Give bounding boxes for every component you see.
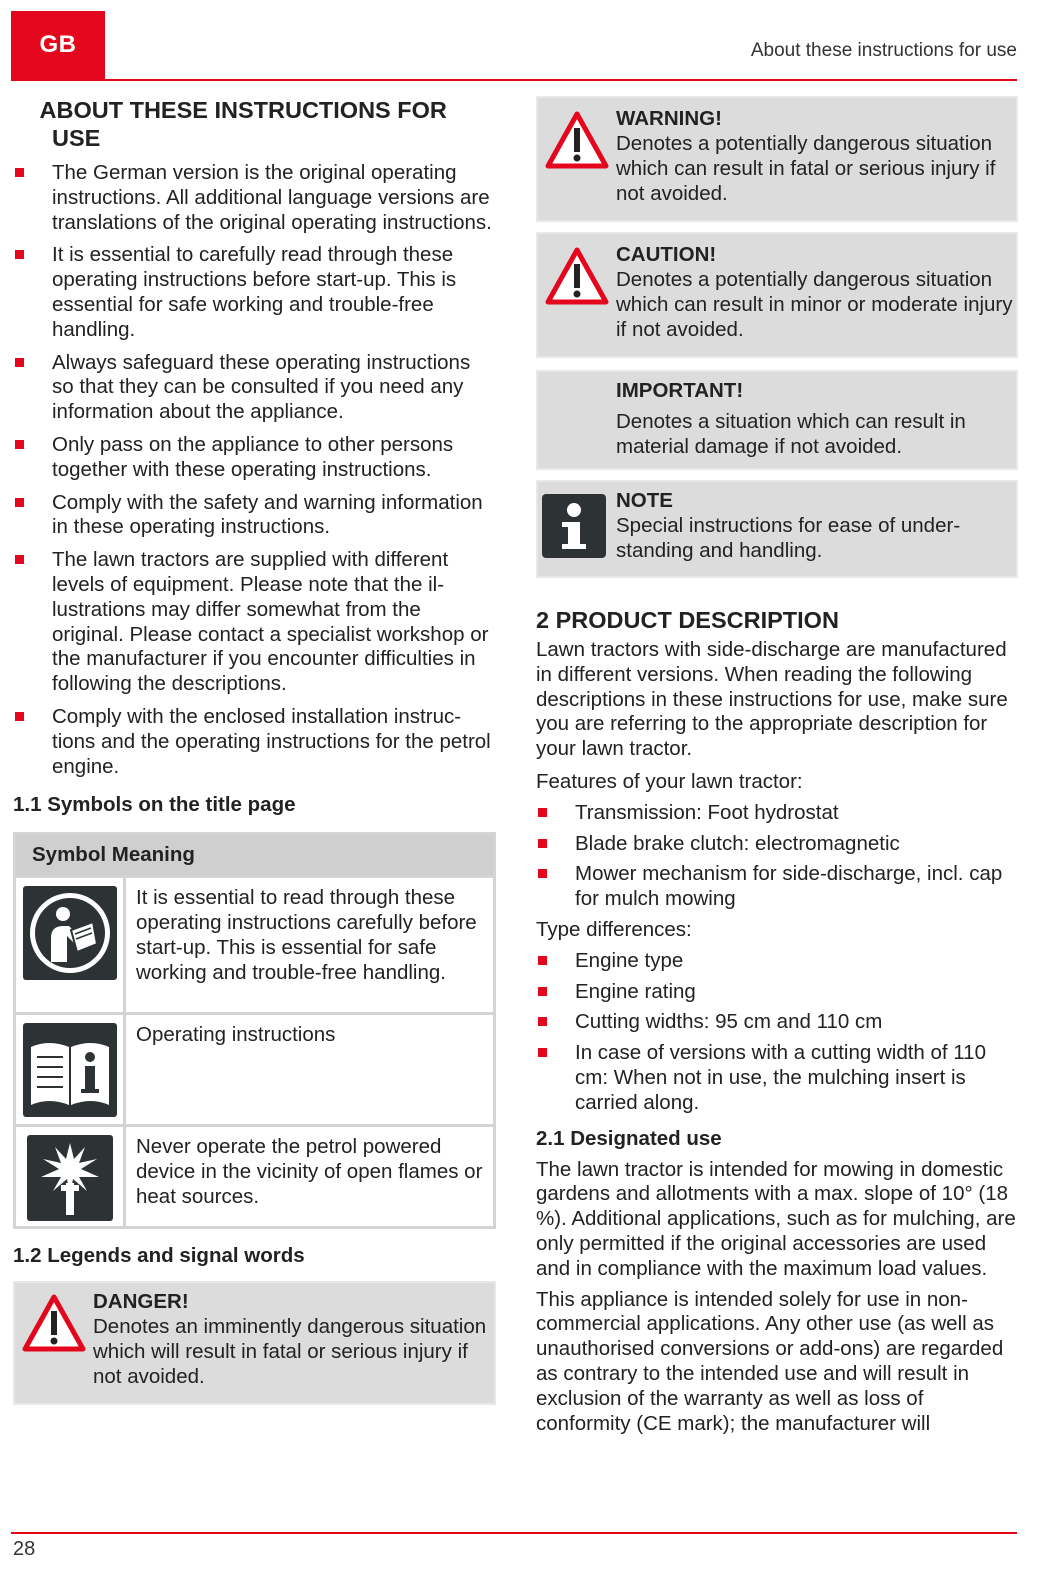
list-item: Only pass on the appliance to other persons together with these operating instructions. [13, 433, 496, 483]
left-column [13, 96, 496, 1405]
designated-use-paragraph: The lawn tractor is intended for mowing in domestic gardens and allotments with a max. slope of 10° (18 %). Additional applications, such as for mulching, are only permitted if the original accessories are used and in compliance with the maximum load values. [536, 1157, 1016, 1280]
types-label: Type differences: [536, 917, 692, 941]
note-text: Special instructions for ease of understanding and handling. [616, 514, 961, 562]
symbol-table [13, 832, 496, 1229]
list-item: In case of versions with a cutting width of 110 cm: When not in use, the mulching insert is carried along. [536, 1041, 1018, 1115]
list-item: Comply with the safety and warning information in these operating instructions. [13, 491, 496, 541]
list-item: It is essential to carefully read through these operating instructions before start-up. This is essential for safe working and trouble-free handling. [13, 243, 496, 342]
section-1-2-heading: 1.2 Legends and signal words [13, 1244, 305, 1268]
important-box [536, 370, 1018, 470]
list-item: Cutting widths: 95 cm and 110 cm [536, 1010, 1018, 1035]
list-item: Always safeguard these operating instructions so that they can be consulted if you need any information about the appliance. [13, 351, 496, 425]
danger-text: Denotes an imminently dangerous situation which will result in fatal or serious injury if not avoided. [93, 1315, 487, 1388]
section-2-1-heading: 2.1 Designated use [536, 1126, 722, 1150]
warning-box [536, 96, 1018, 222]
symbol-table-header: Symbol Meaning [16, 835, 493, 875]
danger-box [13, 1281, 496, 1405]
section-1-heading: ABOUT THESE INSTRUCTIONS FOR USE [39, 97, 447, 151]
symbol-meaning: Never operate the petrol powered device in the vicinity of open flames or heat sources. [136, 1135, 483, 1208]
list-item: Comply with the enclosed installation instructions and the operating instructions for the petrol engine. [13, 705, 496, 779]
list-item: Engine type [536, 949, 1018, 974]
important-text: Denotes a situation which can result in material damage if not avoided. [616, 410, 966, 458]
operating-instructions-book-icon [23, 1023, 117, 1117]
caution-text: Denotes a potentially dangerous situation which can result in minor or moderate injury if not avoided. [616, 268, 1013, 341]
note-box [536, 480, 1018, 578]
caution-box [536, 232, 1018, 358]
open-flame-icon [27, 1135, 113, 1221]
danger-triangle-icon [21, 1293, 87, 1358]
caution-title: CAUTION! [616, 243, 717, 266]
read-manual-icon [23, 886, 117, 980]
section-1-bullets [13, 161, 496, 779]
language-tab: GB [11, 11, 105, 79]
danger-title: DANGER! [93, 1290, 189, 1314]
list-item: Engine rating [536, 980, 1018, 1005]
warning-text: Denotes a potentially dangerous situation which can result in fatal or serious injury if not avoided. [616, 132, 996, 205]
symbol-meaning: Operating instructions [136, 1023, 336, 1047]
section-2-intro: Lawn tractors with side-discharge are manufactured in different versions. When reading the following descriptions in these instructions for use, make sure you are referring to the appropriate description for your lawn tractor. [536, 638, 1008, 761]
section-1-1-heading: 1.1 Symbols on the title page [13, 793, 296, 817]
list-item: Transmission: Foot hydrostat [536, 801, 1018, 826]
list-item: Mower mechanism for side-discharge, incl. cap for mulch mowing [536, 862, 1018, 912]
page-number: 28 [13, 1538, 36, 1560]
section-2-heading: 2 PRODUCT DESCRIPTION [536, 607, 839, 633]
table-row [16, 1124, 493, 1226]
list-item: Blade brake clutch: electromagnetic [536, 832, 1018, 857]
note-title: NOTE [616, 489, 673, 512]
header-rule [11, 79, 1017, 81]
right-column [536, 96, 1018, 1436]
table-row [16, 1012, 493, 1124]
types-list [536, 949, 1018, 1116]
features-list [536, 801, 1018, 912]
footer-rule [11, 1532, 1017, 1534]
warning-triangle-icon [544, 110, 610, 175]
table-row [16, 875, 493, 1012]
list-item: The German version is the original operating instructions. All additional language versions are translations of the original operating instructions. [13, 161, 496, 235]
designated-use-paragraph: This appliance is intended solely for use in non-commercial applications. Any other use (as well as unauthorised conversions or add-ons) are regarded as contrary to the intended use and will result in exclusion of the warranty as well as loss of conformity (CE mark); the manufacturer will [536, 1287, 1004, 1435]
caution-triangle-icon [544, 246, 610, 311]
list-item: The lawn tractors are supplied with different levels of equipment. Please note that the illustrations may differ somewhat from the original. Please contact a specialist workshop or the manufacturer if you encounter difficulties in following the descriptions. [13, 548, 496, 697]
info-icon [542, 494, 606, 563]
important-title: IMPORTANT! [616, 379, 744, 402]
symbol-meaning: It is essential to read through these operating instructions carefully before start-up. This is essential for safe working and trouble-free handling. [136, 886, 477, 984]
features-label: Features of your lawn tractor: [536, 769, 803, 793]
warning-title: WARNING! [616, 107, 722, 130]
running-header: About these instructions for use [750, 40, 1017, 61]
